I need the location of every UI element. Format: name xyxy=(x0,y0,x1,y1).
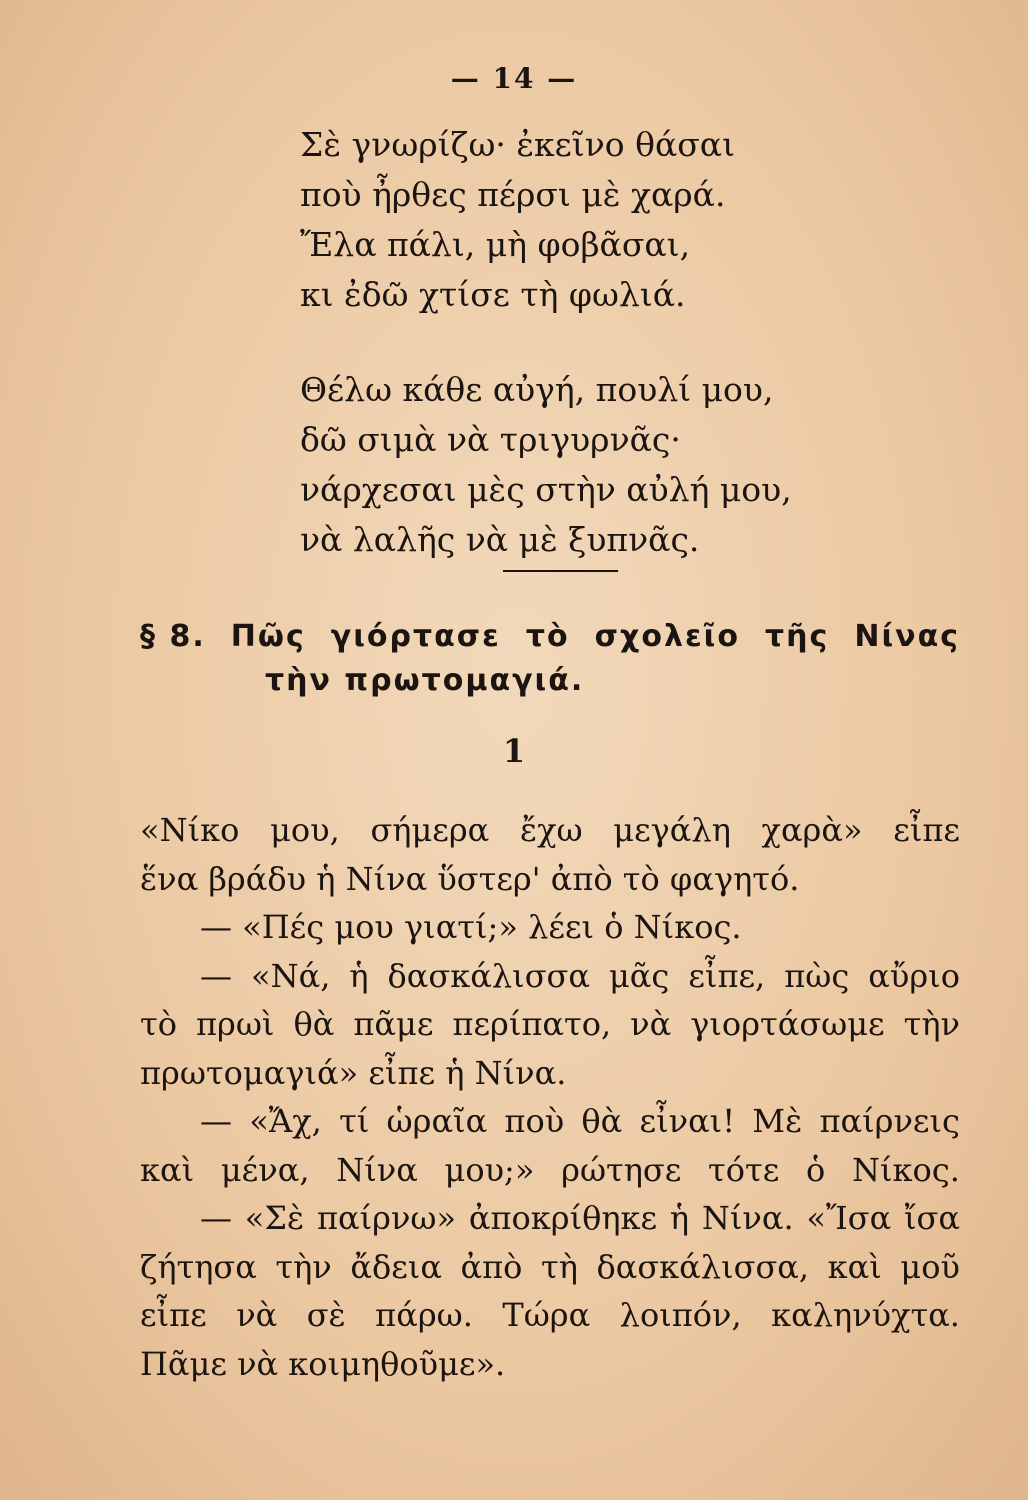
prose-line: πρωτομαγιά» εἶπε ἡ Νίνα. xyxy=(140,1053,567,1092)
prose-word: νὰ xyxy=(630,1005,672,1043)
heading-line-2: τὴν πρωτομαγιά. xyxy=(265,663,585,698)
prose-word: εἶναι! xyxy=(639,1102,736,1140)
prose-word: πάρω. xyxy=(375,1296,473,1334)
section-divider xyxy=(503,570,618,572)
prose-word: μου, xyxy=(270,811,340,849)
prose-word: ἔχω xyxy=(519,811,583,849)
prose-word: πᾶμε xyxy=(353,1005,434,1043)
prose-word: σὲ xyxy=(306,1296,346,1334)
prose-word: αὔριο xyxy=(868,956,960,995)
heading-word: τῆς xyxy=(765,619,830,654)
prose-word: τί xyxy=(339,1102,370,1140)
page-number: — 14 — xyxy=(450,62,578,95)
prose-line xyxy=(140,952,960,1001)
prose-word: νὰ xyxy=(236,1296,278,1334)
prose-line xyxy=(140,1291,960,1340)
prose-word: θὰ xyxy=(293,1005,335,1043)
prose-word: λοιπόν, xyxy=(619,1296,742,1334)
prose-word: ἡ xyxy=(669,1199,690,1237)
prose-word: τὴ xyxy=(541,1247,578,1286)
poem-line: νὰ λαλῆς νὰ μὲ ξυπνᾶς. xyxy=(300,520,700,559)
prose-word: τὴν xyxy=(903,1005,960,1043)
prose-word: καὶ xyxy=(827,1247,882,1286)
prose-word: εἶπε, xyxy=(688,956,766,995)
heading-word: τὸ xyxy=(525,619,570,654)
heading-word: Πῶς xyxy=(230,619,306,654)
prose-word: Νίκος. xyxy=(852,1150,960,1189)
prose-word: θὰ xyxy=(581,1102,623,1140)
prose-word: «Σὲ xyxy=(244,1199,305,1237)
heading-word: γιόρτασε xyxy=(330,619,501,654)
poem-stanza-1 xyxy=(300,120,735,320)
prose-word: ὁ xyxy=(806,1150,826,1189)
poem-line: Σὲ γνωρίζω· ἐκεῖνο θάσαι xyxy=(300,125,736,164)
poem-line: νάρχεσαι μὲς στὴν αὐλή μου, xyxy=(300,470,792,509)
prose-line xyxy=(140,1097,960,1146)
poem-line: Θέλω κάθε αὐγή, πουλί μου, xyxy=(300,370,774,409)
prose-word: Νίνα. xyxy=(701,1199,794,1237)
prose-word: «Νά, xyxy=(251,956,331,995)
prose-word: ὡραῖα xyxy=(386,1102,488,1140)
prose-word: «Ἴσα xyxy=(806,1199,892,1237)
prose-line xyxy=(140,806,960,855)
prose-word: περίπατο, xyxy=(452,1005,612,1043)
prose-word: μου;» xyxy=(444,1150,535,1189)
poem-line: δῶ σιμὰ νὰ τριγυρνᾶς· xyxy=(300,420,681,459)
prose-line xyxy=(140,1000,960,1049)
prose-word: ἄδεια xyxy=(350,1247,442,1286)
prose-word: Νίνα xyxy=(336,1150,418,1189)
prose-word: ἀπὸ xyxy=(460,1247,523,1286)
prose-word: χαρὰ» xyxy=(761,811,863,849)
prose-word: ἀποκρίθηκε xyxy=(468,1199,658,1237)
prose-line xyxy=(140,1243,960,1292)
prose-word: δασκάλισσα, xyxy=(596,1247,810,1286)
prose-word: μᾶς xyxy=(608,956,670,995)
prose-word: καὶ xyxy=(140,1150,195,1189)
prose-line: — «Πές μου γιατί;» λέει ὁ Νίκος. xyxy=(200,908,742,946)
prose-word: ρώτησε xyxy=(561,1150,682,1189)
poem-line: ποὺ ἦρθες πέρσι μὲ χαρά. xyxy=(300,175,726,214)
poem-stanza-2 xyxy=(300,365,792,565)
prose-word: μένα, xyxy=(220,1150,310,1189)
prose-line xyxy=(140,1146,960,1195)
subsection-number: 1 xyxy=(502,732,526,770)
heading-word: Νίνας xyxy=(854,619,960,654)
prose-word: — xyxy=(200,1199,232,1237)
prose-word: ἴσα xyxy=(903,1199,960,1237)
prose-line xyxy=(140,1194,960,1243)
prose-word: «Νίκο xyxy=(140,811,240,849)
prose-word: «Ἄχ, xyxy=(249,1102,322,1140)
prose-word: ποὺ xyxy=(504,1102,565,1140)
prose-word: — xyxy=(200,956,232,995)
prose-word: μεγάλη xyxy=(613,811,731,849)
prose-word: σήμερα xyxy=(370,811,490,849)
prose-word: τὴν xyxy=(275,1247,332,1286)
prose-word: — xyxy=(200,1102,232,1140)
heading-word: σχολεῖο xyxy=(594,619,740,654)
prose-word: παίρνω» xyxy=(316,1199,457,1237)
prose-word: καληνύχτα. xyxy=(771,1296,960,1334)
prose-word: Μὲ xyxy=(752,1102,803,1140)
prose-word: εἶπε xyxy=(893,811,960,849)
prose-word: παίρνεις xyxy=(819,1102,960,1140)
section-number: § 8. xyxy=(140,619,206,654)
prose-word: τὸ xyxy=(140,1005,177,1043)
prose-word: μοῦ xyxy=(900,1247,960,1286)
prose-word: ζήτησα xyxy=(140,1247,257,1286)
prose-word: εἶπε xyxy=(140,1296,207,1334)
poem-line: κι ἐδῶ χτίσε τὴ φωλιά. xyxy=(300,275,686,314)
prose-word: γιορτάσωμε xyxy=(690,1005,885,1043)
prose-word: ἡ xyxy=(349,956,369,995)
prose-word: δασκάλισσα xyxy=(387,956,590,995)
prose-body xyxy=(140,806,960,1388)
prose-word: πὼς xyxy=(784,956,850,995)
prose-word: τότε xyxy=(708,1150,780,1189)
prose-line: ἕνα βράδυ ἡ Νίνα ὕστερ' ἀπὸ τὸ φαγητό. xyxy=(140,859,800,898)
section-heading xyxy=(140,615,960,703)
prose-line: Πᾶμε νὰ κοιμηθοῦμε». xyxy=(140,1344,506,1383)
prose-word: Τώρα xyxy=(502,1296,591,1334)
poem-line: Ἔλα πάλι, μὴ φοβᾶσαι, xyxy=(300,225,691,264)
prose-word: πρωὶ xyxy=(195,1005,275,1043)
